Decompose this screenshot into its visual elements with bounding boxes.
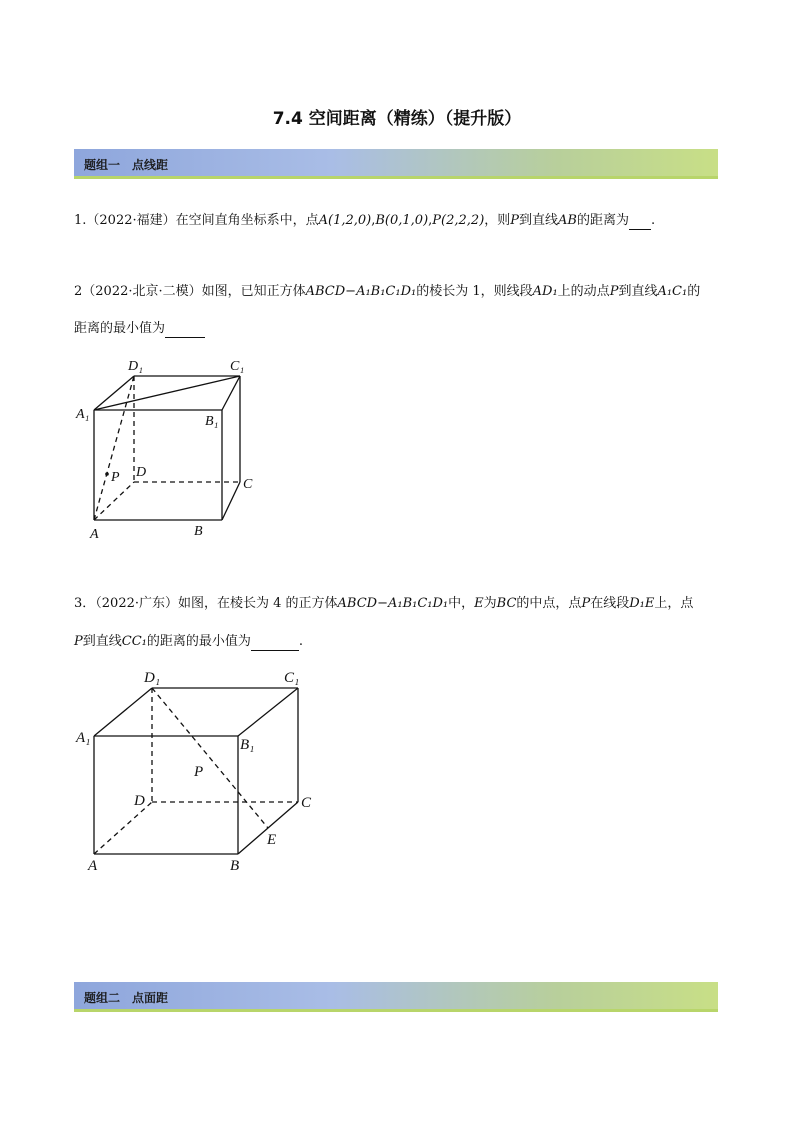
- answer-blank[interactable]: [629, 213, 651, 230]
- vertex-label-b: B: [194, 524, 203, 539]
- section-header-label: 题组二 点面距: [84, 991, 169, 1005]
- question-2-line-2: 距离的最小值为: [74, 321, 724, 338]
- cube-figure-1: [70, 352, 280, 542]
- section-header-group-1: [74, 149, 718, 179]
- question-3-line-2: P到直线CC₁的距离的最小值为 .: [74, 634, 304, 649]
- point-label-p: P: [111, 470, 120, 485]
- vertex-label-b1: B₁: [240, 737, 255, 753]
- vertex-label-c: C: [243, 477, 253, 492]
- question-3: 3．（2022·广东）如图，在棱长为 4 的正方体ABCD−A₁B₁C₁D₁中，E为BC的中点，点P在线段D₁E上，点: [74, 596, 694, 611]
- answer-blank[interactable]: [165, 321, 205, 338]
- vertex-label-b: B: [230, 858, 240, 874]
- section-header-group-2: [74, 982, 718, 1012]
- question-1: 1.（2022·福建）在空间直角坐标系中，点A(1,2,0),B(0,1,0),P(2,2,2)，则P到直线AB的距离为 .: [74, 213, 656, 228]
- page-title: 7.4 空间距离（精练）（提升版）: [272, 109, 522, 129]
- vertex-label-c1: C₁: [230, 359, 245, 374]
- vertex-label-d1: D₁: [128, 359, 143, 374]
- cube-figure-2: [70, 662, 330, 877]
- vertex-label-a: A: [90, 527, 99, 542]
- vertex-label-a1: A₁: [76, 407, 90, 422]
- vertex-label-b1: B₁: [205, 414, 219, 429]
- vertex-label-a: A: [88, 858, 98, 874]
- vertex-label-d: D: [134, 793, 145, 809]
- vertex-label-a1: A₁: [76, 730, 91, 746]
- question-2: 2（2022·北京·二模）如图，已知正方体ABCD−A₁B₁C₁D₁的棱长为 1，则线段AD₁上的动点P到直线A₁C₁的: [74, 284, 701, 299]
- vertex-label-d1: D₁: [144, 670, 161, 686]
- answer-blank[interactable]: [251, 634, 299, 651]
- vertex-label-c: C: [301, 795, 312, 811]
- point-label-p: P: [194, 764, 204, 780]
- point-label-e: E: [267, 832, 277, 848]
- section-header-label: 题组一 点线距: [84, 158, 169, 172]
- vertex-label-c1: C₁: [284, 670, 300, 686]
- vertex-label-d: D: [136, 465, 147, 480]
